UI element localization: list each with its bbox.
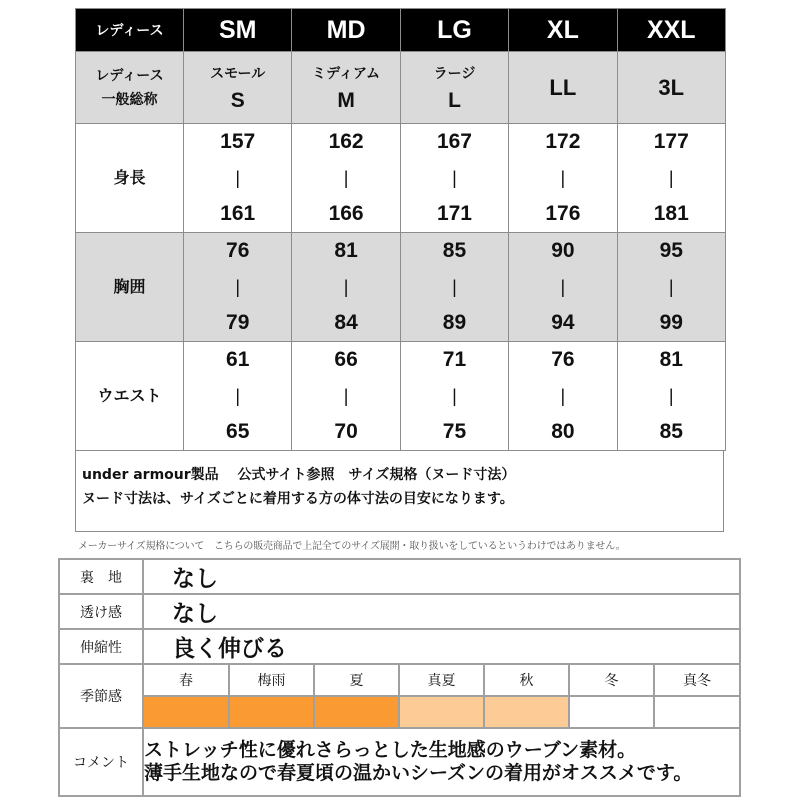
season-swatch [399, 696, 484, 727]
range-max: 94 [551, 311, 575, 334]
comment-line2: 薄手生地なので春夏頃の温かいシーズンの着用がオススメです。 [144, 762, 693, 784]
range-max: 70 [334, 420, 358, 443]
size-lg: LG [400, 9, 508, 52]
season-summer: 夏 [314, 665, 399, 696]
range-min: 76 [226, 239, 250, 262]
disclaimer-text: メーカーサイズ規格について こちらの販売商品で上記全てのサイズ展開・取り扱いをしているというわけではありません。 [78, 541, 626, 552]
range-max: 65 [226, 420, 250, 443]
range-cell [292, 233, 400, 342]
abbr-name: M [337, 88, 355, 112]
range-separator: | [560, 168, 566, 188]
label-line1: レディース [95, 67, 164, 84]
abbr-name: LL [549, 74, 577, 100]
range-cell [400, 233, 508, 342]
range-min: 61 [226, 348, 250, 371]
season-swatch [484, 696, 569, 727]
range-separator: | [235, 168, 241, 188]
season-swatch [144, 696, 229, 727]
general-name-label [76, 52, 184, 124]
general-name-cell [292, 52, 400, 124]
range-separator: | [452, 277, 457, 297]
season-grid [144, 665, 739, 727]
stretch-value: 良く伸びる [143, 629, 740, 664]
range-max: 84 [334, 311, 358, 334]
general-name-cell [617, 52, 725, 124]
lining-value: なし [143, 559, 740, 594]
range-max: 176 [545, 202, 581, 225]
waist-row [76, 342, 726, 451]
season-spring: 春 [144, 665, 229, 696]
range-separator: | [343, 386, 349, 406]
range-cell [400, 124, 508, 233]
size-sm: SM [184, 9, 292, 52]
range-min: 177 [653, 130, 689, 153]
general-name-row [76, 52, 726, 124]
range-max: 80 [551, 420, 575, 443]
size-header-row [76, 9, 726, 52]
kana-name: スモール [210, 65, 266, 82]
range-min: 157 [220, 130, 256, 153]
kana-name: ラージ [433, 65, 476, 82]
range-min: 66 [334, 348, 358, 371]
season-grid-cell [143, 664, 740, 728]
size-note [75, 450, 724, 532]
lining-row [59, 559, 740, 594]
range-min: 71 [442, 348, 467, 371]
note-line1: under armour製品 公式サイト参照 サイズ規格（ヌード寸法） [82, 467, 516, 483]
label-line2: 一般総称 [101, 91, 158, 108]
abbr-name: 3L [658, 74, 685, 100]
range-max: 99 [659, 311, 683, 334]
range-max: 79 [226, 311, 250, 334]
range-max: 181 [653, 202, 689, 225]
range-min: 90 [551, 239, 575, 262]
transparency-value: なし [143, 594, 740, 629]
season-rainy: 梅雨 [229, 665, 314, 696]
header-label: レディース [76, 9, 184, 52]
range-min: 81 [659, 348, 683, 371]
range-min: 162 [328, 130, 364, 153]
range-cell [292, 124, 400, 233]
range-cell [509, 342, 617, 451]
size-md: MD [292, 9, 400, 52]
range-separator: | [668, 386, 674, 406]
size-chart-table [75, 8, 726, 451]
lining-label: 裏 地 [59, 559, 143, 594]
transparency-row [59, 594, 740, 629]
general-name-cell [509, 52, 617, 124]
range-separator: | [560, 386, 566, 406]
range-min: 76 [551, 348, 575, 371]
range-max: 171 [436, 202, 472, 225]
range-separator: | [343, 168, 349, 188]
range-cell [184, 124, 292, 233]
season-label: 季節感 [59, 664, 143, 728]
abbr-name: L [448, 88, 461, 112]
range-separator: | [235, 386, 241, 406]
range-cell [184, 233, 292, 342]
range-cell [509, 124, 617, 233]
range-separator: | [560, 277, 566, 297]
general-name-cell [400, 52, 508, 124]
range-max: 166 [328, 202, 364, 225]
range-max: 75 [442, 420, 467, 443]
fabric-spec-table [58, 558, 741, 797]
range-cell [509, 233, 617, 342]
general-name-cell [184, 52, 292, 124]
season-autumn: 秋 [484, 665, 569, 696]
range-separator: | [668, 277, 674, 297]
range-cell [184, 342, 292, 451]
season-swatch [229, 696, 314, 727]
range-cell [292, 342, 400, 451]
height-label: 身長 [76, 124, 184, 233]
kana-name: ミディアム [312, 65, 381, 82]
range-min: 167 [436, 130, 472, 153]
range-min: 172 [545, 130, 581, 153]
comment-label: コメント [59, 728, 143, 796]
comment-row [59, 728, 740, 796]
note-line2: ヌード寸法は、サイズごとに着用する方の体寸法の目安になります。 [82, 491, 514, 507]
range-separator: | [452, 168, 457, 188]
season-row [59, 664, 740, 728]
season-colors [144, 696, 739, 727]
range-cell [617, 233, 725, 342]
season-swatch [314, 696, 399, 727]
season-winter: 冬 [569, 665, 654, 696]
range-separator: | [452, 386, 457, 406]
size-xxl: XXL [617, 9, 725, 52]
comment-line1: ストレッチ性に優れさらっとした生地感のウーブン素材。 [144, 739, 637, 761]
range-min: 95 [659, 239, 683, 262]
range-separator: | [343, 277, 349, 297]
season-midwinter: 真冬 [654, 665, 739, 696]
stretch-row [59, 629, 740, 664]
abbr-name: S [230, 88, 245, 112]
comment-text [143, 728, 740, 796]
range-min: 85 [442, 239, 467, 262]
range-cell [617, 124, 725, 233]
transparency-label: 透け感 [59, 594, 143, 629]
season-swatch [654, 696, 739, 727]
range-separator: | [668, 168, 674, 188]
range-min: 81 [334, 239, 358, 262]
range-separator: | [235, 277, 241, 297]
waist-label: ウエスト [76, 342, 184, 451]
size-xl: XL [509, 9, 617, 52]
season-swatch [569, 696, 654, 727]
range-max: 161 [220, 202, 256, 225]
chest-label: 胸囲 [76, 233, 184, 342]
season-names [144, 665, 739, 696]
range-max: 89 [442, 311, 467, 334]
range-cell [400, 342, 508, 451]
range-max: 85 [659, 420, 683, 443]
height-row [76, 124, 726, 233]
stretch-label: 伸縮性 [59, 629, 143, 664]
range-cell [617, 342, 725, 451]
season-midsummer: 真夏 [399, 665, 484, 696]
chest-row [76, 233, 726, 342]
